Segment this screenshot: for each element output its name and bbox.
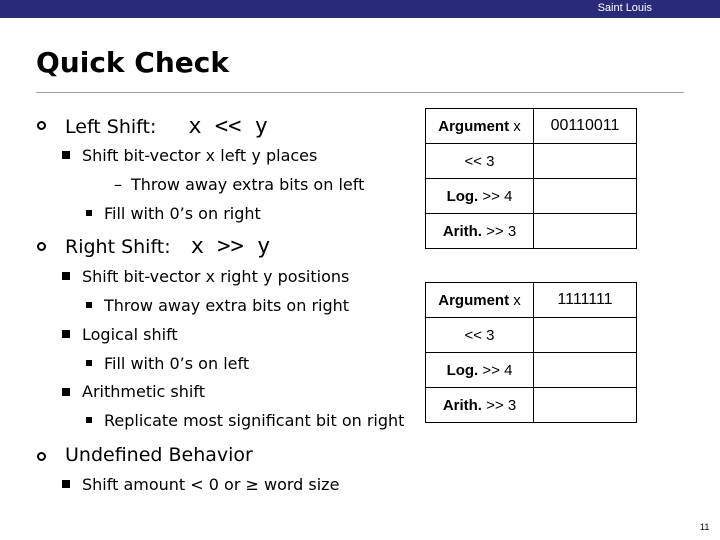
table-cell-value: 00110011 bbox=[534, 109, 637, 144]
cell-text: >> 3 bbox=[481, 222, 517, 240]
var-y: y bbox=[262, 267, 273, 286]
bullet-square-icon bbox=[86, 302, 92, 308]
left-shift-expr: x << y bbox=[188, 114, 268, 139]
bullet-square-icon bbox=[62, 388, 70, 396]
right-shift-sub1: Throw away extra bits on right bbox=[104, 296, 350, 315]
var-y: y bbox=[251, 146, 261, 165]
shift-table-2 bbox=[425, 282, 637, 423]
right-shift-bullet2: Logical shift bbox=[82, 325, 178, 344]
table-cell-answer[interactable] bbox=[534, 353, 637, 388]
table-row bbox=[426, 283, 637, 318]
bullet-square-icon bbox=[62, 272, 70, 280]
right-shift-heading bbox=[65, 234, 270, 259]
table-cell-answer[interactable] bbox=[534, 318, 637, 353]
bullet-square-icon bbox=[86, 210, 92, 216]
table-row bbox=[426, 388, 637, 423]
cell-text: Arith. bbox=[442, 222, 482, 240]
cell-text: Log. bbox=[446, 187, 479, 205]
table-row bbox=[426, 109, 637, 144]
table-cell-label: << 3 bbox=[426, 318, 534, 353]
undefined-bullet: Shift amount < 0 or ≥ word size bbox=[82, 475, 340, 494]
table-cell-label: << 3 bbox=[426, 144, 534, 179]
shift-table-1 bbox=[425, 108, 637, 249]
cell-text: x bbox=[509, 117, 521, 135]
institution-name: Saint Louis bbox=[597, 2, 652, 14]
cell-text: >> 4 bbox=[478, 361, 513, 379]
bullet-square-icon bbox=[62, 151, 70, 159]
bullet-square-icon bbox=[62, 330, 70, 338]
right-shift-expr: x >> y bbox=[190, 234, 271, 259]
page-number: 11 bbox=[700, 522, 710, 532]
cell-text: Arith. bbox=[442, 396, 482, 414]
bullet-circle-icon bbox=[37, 242, 46, 251]
table-cell-label bbox=[426, 388, 534, 423]
table-cell-answer[interactable] bbox=[534, 388, 637, 423]
header-bar bbox=[0, 0, 720, 18]
slide-title: Quick Check bbox=[36, 46, 229, 79]
var-x: x bbox=[205, 267, 216, 286]
bullet-text: Shift bit-vector bbox=[82, 146, 206, 165]
var-x: x bbox=[205, 146, 216, 165]
bullet-square-icon bbox=[86, 360, 92, 366]
table-cell-label bbox=[426, 353, 534, 388]
bullet-text: places bbox=[260, 146, 318, 165]
left-shift-heading bbox=[65, 114, 268, 139]
undefined-heading: Undefined Behavior bbox=[65, 444, 253, 466]
cell-text: Argument bbox=[438, 291, 510, 309]
table-row bbox=[426, 179, 637, 214]
table-row bbox=[426, 353, 637, 388]
table-row bbox=[426, 144, 637, 179]
left-shift-sub2: Fill with 0’s on right bbox=[104, 204, 261, 223]
cell-text: Log. bbox=[446, 361, 479, 379]
table-row bbox=[426, 214, 637, 249]
table-cell-answer[interactable] bbox=[534, 179, 637, 214]
table-cell-answer[interactable] bbox=[534, 144, 637, 179]
bullet-circle-icon bbox=[37, 121, 46, 130]
title-divider bbox=[36, 92, 684, 93]
bullet-circle-icon bbox=[37, 452, 46, 461]
left-shift-sub1: Throw away extra bits on left bbox=[131, 175, 365, 194]
bullet-text: positions bbox=[272, 267, 350, 286]
right-shift-bullet3: Arithmetic shift bbox=[82, 382, 205, 401]
table-cell-label bbox=[426, 283, 534, 318]
right-shift-label: Right Shift: bbox=[65, 236, 171, 258]
cell-text: x bbox=[509, 291, 521, 309]
table-cell-value: 1111111 bbox=[534, 283, 637, 318]
bullet-text: left bbox=[215, 146, 252, 165]
table-cell-label bbox=[426, 109, 534, 144]
dash-bullet-icon: – bbox=[114, 175, 122, 194]
bullet-text: right bbox=[215, 267, 263, 286]
right-shift-bullet1 bbox=[82, 267, 349, 286]
right-shift-sub2: Fill with 0’s on left bbox=[104, 354, 250, 373]
table-cell-label bbox=[426, 179, 534, 214]
cell-text: >> 4 bbox=[478, 187, 513, 205]
left-shift-bullet bbox=[82, 146, 317, 165]
bullet-text: Shift bit-vector bbox=[82, 267, 206, 286]
bullet-square-icon bbox=[86, 417, 92, 423]
left-shift-label: Left Shift: bbox=[65, 116, 157, 138]
cell-text: Argument bbox=[438, 117, 510, 135]
bullet-square-icon bbox=[62, 480, 70, 488]
table-cell-answer[interactable] bbox=[534, 214, 637, 249]
cell-text: >> 3 bbox=[481, 396, 517, 414]
table-cell-label bbox=[426, 214, 534, 249]
right-shift-sub3: Replicate most significant bit on right bbox=[104, 411, 405, 430]
table-row bbox=[426, 318, 637, 353]
